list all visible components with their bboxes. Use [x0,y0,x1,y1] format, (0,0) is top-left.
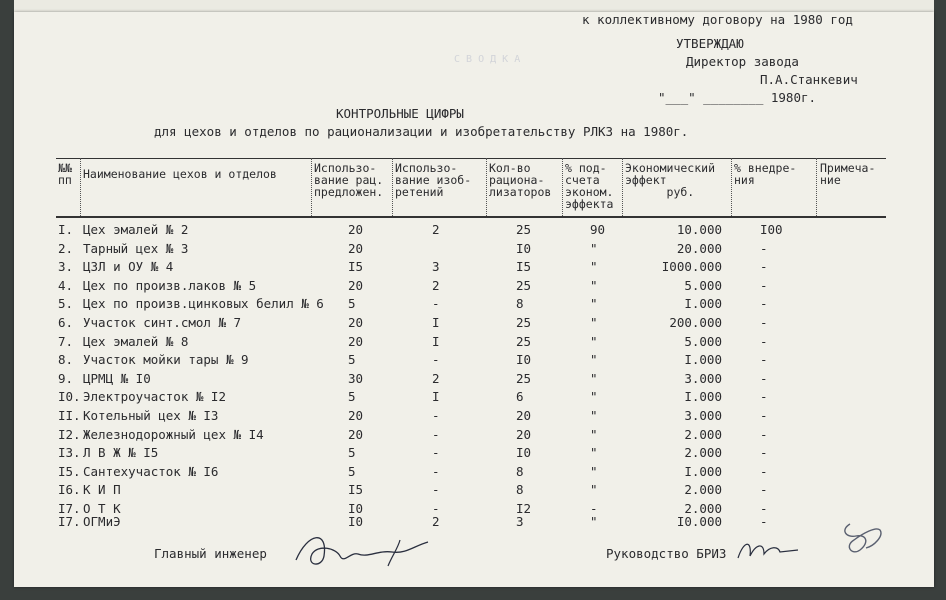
bleed-through: С В О Д К А [454,54,521,65]
col-header-name: Наименование цехов и отделов [83,167,277,181]
cell-rac: I5 [348,259,364,275]
cell-kol: 25 [516,370,532,386]
cell-num: I3. [58,445,81,461]
cell-pct: " [590,277,598,293]
table-row [56,408,886,426]
cell-num: 4. [58,277,74,293]
cell-izob: - [432,463,440,479]
cell-eff: 5.000 [684,277,722,293]
cell-name: Цех эмалей № 2 [83,222,189,237]
column-divider [562,158,563,216]
cell-pct: " [590,370,598,386]
column-divider [486,158,487,216]
col-header-izob: Использо- вание изоб- ретений [395,161,472,199]
cell-eff: 2.000 [684,445,722,461]
cell-name: Цех эмалей № 8 [83,333,189,349]
document-page [14,12,934,587]
cell-name: Цех по произв.цинковых белил № 6 [83,296,324,312]
cell-eff: 200.000 [669,315,722,330]
cell-rac: 20 [348,315,364,330]
cell-kol: 25 [516,277,532,293]
table-top-rule [56,158,886,159]
table-row [56,427,886,445]
col-header-rac: Использо- вание рац. предложен. [314,161,384,199]
cell-izob: 3 [432,259,440,275]
cell-kol: 8 [516,482,524,498]
cell-izob: - [432,445,440,461]
cell-kol: 6 [516,389,524,405]
col-header-kol: Кол-во рациона- лизаторов [489,161,552,199]
cell-pct: 90 [590,222,606,237]
cell-izob: I [432,315,440,330]
cell-kol: 25 [516,222,532,237]
cell-rac: 30 [348,370,364,386]
cell-izob: 2 [432,277,440,293]
cell-kol: I2 [516,501,532,516]
cell-name: Котельный цех № I3 [83,408,219,423]
cell-name: О Т К [83,501,121,516]
cell-num: 6. [58,315,74,330]
cell-name: Л В Ж № I5 [83,445,159,461]
cell-izob: - [432,408,440,423]
cell-kol: I5 [516,259,532,275]
table-row [56,259,886,277]
cell-name: К И П [83,482,121,498]
cell-rac: 5 [348,352,356,368]
cell-izob: I [432,333,440,349]
cell-kol: 3 [516,514,524,529]
cell-pct: " [590,296,598,312]
cell-eff: I.000 [684,389,722,405]
cell-eff: I000.000 [661,259,722,275]
cell-name: Участок мойки тары № 9 [83,352,249,368]
page-number-mark [836,516,886,558]
cell-vnedr: - [760,426,768,442]
cell-num: I7. [58,501,81,516]
cell-kol: I0 [516,240,532,256]
cell-rac: I0 [348,501,364,516]
cell-kol: 8 [516,296,524,312]
top-line: к коллективному договору на 1980 год [582,12,853,27]
table-row [56,371,886,389]
cell-kol: 8 [516,463,524,479]
col-header-eff: Экономический эффект руб. [625,161,716,199]
cell-num: I5. [58,463,81,479]
cell-rac: 20 [348,277,364,293]
column-divider [816,158,817,216]
cell-rac: 5 [348,445,356,461]
cell-pct: " [590,333,598,349]
cell-pct: " [590,389,598,405]
briz-label: Руководство БРИЗ [606,546,727,561]
cell-vnedr: - [760,315,768,330]
cell-vnedr: I00 [760,222,783,237]
column-divider [622,158,623,216]
table-row [56,445,886,463]
cell-vnedr: - [760,352,768,368]
col-header-vnedr: % внедре- ния [734,161,797,187]
cell-vnedr: - [760,501,768,516]
cell-num: I. [58,222,74,237]
cell-vnedr: - [760,445,768,461]
cell-vnedr: - [760,408,768,423]
cell-vnedr: - [760,277,768,293]
cell-eff: 2.000 [684,482,722,498]
cell-name: Железнодорожный цех № I4 [83,426,264,442]
cell-kol: I0 [516,352,532,368]
cell-pct: " [590,426,598,442]
cell-vnedr: - [760,333,768,349]
cell-kol: 25 [516,333,532,349]
cell-rac: I5 [348,482,364,498]
col-header-num: №№ пп [58,161,72,187]
doc-subtitle: для цехов и отделов по рационализации и изобретательству РЛКЗ на 1980г. [154,124,689,139]
cell-name: ЦЗЛ и ОУ № 4 [83,259,174,275]
cell-kol: 25 [516,315,532,330]
approval-position: Директор завода [686,54,799,69]
cell-kol: 20 [516,426,532,442]
cell-vnedr: - [760,389,768,405]
cell-vnedr: - [760,370,768,386]
cell-rac: 20 [348,333,364,349]
cell-izob: - [432,501,440,516]
cell-name: Участок синт.смол № 7 [83,315,242,330]
briz-signature [734,536,804,566]
table-row [56,389,886,407]
cell-pct: " [590,315,598,330]
table-row [56,296,886,314]
cell-rac: I0 [348,514,364,529]
cell-rac: 5 [348,389,356,405]
cell-name: Сантехучасток № I6 [83,463,219,479]
cell-num: 5. [58,296,74,312]
cell-eff: 5.000 [684,333,722,349]
cell-num: II. [58,408,81,423]
cell-eff: 2.000 [684,426,722,442]
table-row [56,334,886,352]
cell-num: 9. [58,370,74,386]
doc-title: КОНТРОЛЬНЫЕ ЦИФРЫ [336,106,464,121]
cell-rac: 5 [348,463,356,479]
cell-izob: - [432,296,440,312]
cell-num: I6. [58,482,81,498]
cell-num: 7. [58,333,74,349]
cell-vnedr: - [760,482,768,498]
cell-name: Тарный цех № 3 [83,240,189,256]
cell-name: ОГМиЭ [83,514,121,529]
cell-name: Электроучасток № I2 [83,389,226,405]
cell-pct: " [590,259,598,275]
cell-name: ЦРМЦ № I0 [83,370,151,386]
cell-num: 3. [58,259,74,275]
cell-pct: " [590,408,598,423]
cell-kol: 20 [516,408,532,423]
cell-izob: - [432,482,440,498]
cell-pct: " [590,514,598,529]
cell-num: 8. [58,352,74,368]
cell-izob: 2 [432,222,440,237]
table-row [56,514,886,532]
table-row [56,222,886,240]
cell-pct: " [590,482,598,498]
cell-vnedr: - [760,240,768,256]
cell-num: I2. [58,426,81,442]
cell-eff: I.000 [684,296,722,312]
approval-date: "___" ________ 1980г. [658,90,817,105]
cell-eff: I.000 [684,352,722,368]
cell-vnedr: - [760,259,768,275]
cell-vnedr: - [760,463,768,479]
cell-eff: 20.000 [676,240,722,256]
cell-izob: I [432,389,440,405]
table-row [56,315,886,333]
cell-izob: - [432,352,440,368]
cell-izob: 2 [432,370,440,386]
column-divider [311,158,312,216]
table-row [56,464,886,482]
cell-pct: " [590,463,598,479]
approval-name: П.А.Станкевич [760,72,858,87]
table-row [56,482,886,500]
chief-engineer-signature [288,526,438,572]
cell-eff: 3.000 [684,370,722,386]
cell-num: 2. [58,240,74,256]
cell-eff: 3.000 [684,408,722,423]
col-header-pct: % под- счета эконом. эффекта [565,161,614,211]
column-divider [392,158,393,216]
col-header-note: Примеча- ние [820,161,876,187]
column-divider [80,158,81,216]
approval-title: УТВЕРЖДАЮ [676,36,744,51]
chief-engineer-label: Главный инженер [154,546,267,561]
cell-eff: I.000 [684,463,722,479]
table-row [56,241,886,259]
cell-pct: " [590,352,598,368]
cell-kol: I0 [516,445,532,461]
table-row [56,352,886,370]
cell-rac: 20 [348,408,364,423]
cell-rac: 5 [348,296,356,312]
cell-vnedr: - [760,514,768,529]
cell-rac: 20 [348,426,364,442]
column-divider [731,158,732,216]
cell-pct: " [590,240,598,256]
cell-eff: 10.000 [676,222,722,237]
cell-rac: 20 [348,222,364,237]
cell-num: I7. [58,514,81,529]
cell-pct: " [590,445,598,461]
cell-izob: - [432,426,440,442]
cell-pct: - [590,501,598,516]
cell-eff: 2.000 [684,501,722,516]
cell-num: I0. [58,389,81,405]
table-row [56,278,886,296]
cell-name: Цех по произв.лаков № 5 [83,277,257,293]
cell-eff: I0.000 [676,514,722,529]
cell-rac: 20 [348,240,364,256]
cell-izob: 2 [432,514,440,529]
cell-vnedr: - [760,296,768,312]
